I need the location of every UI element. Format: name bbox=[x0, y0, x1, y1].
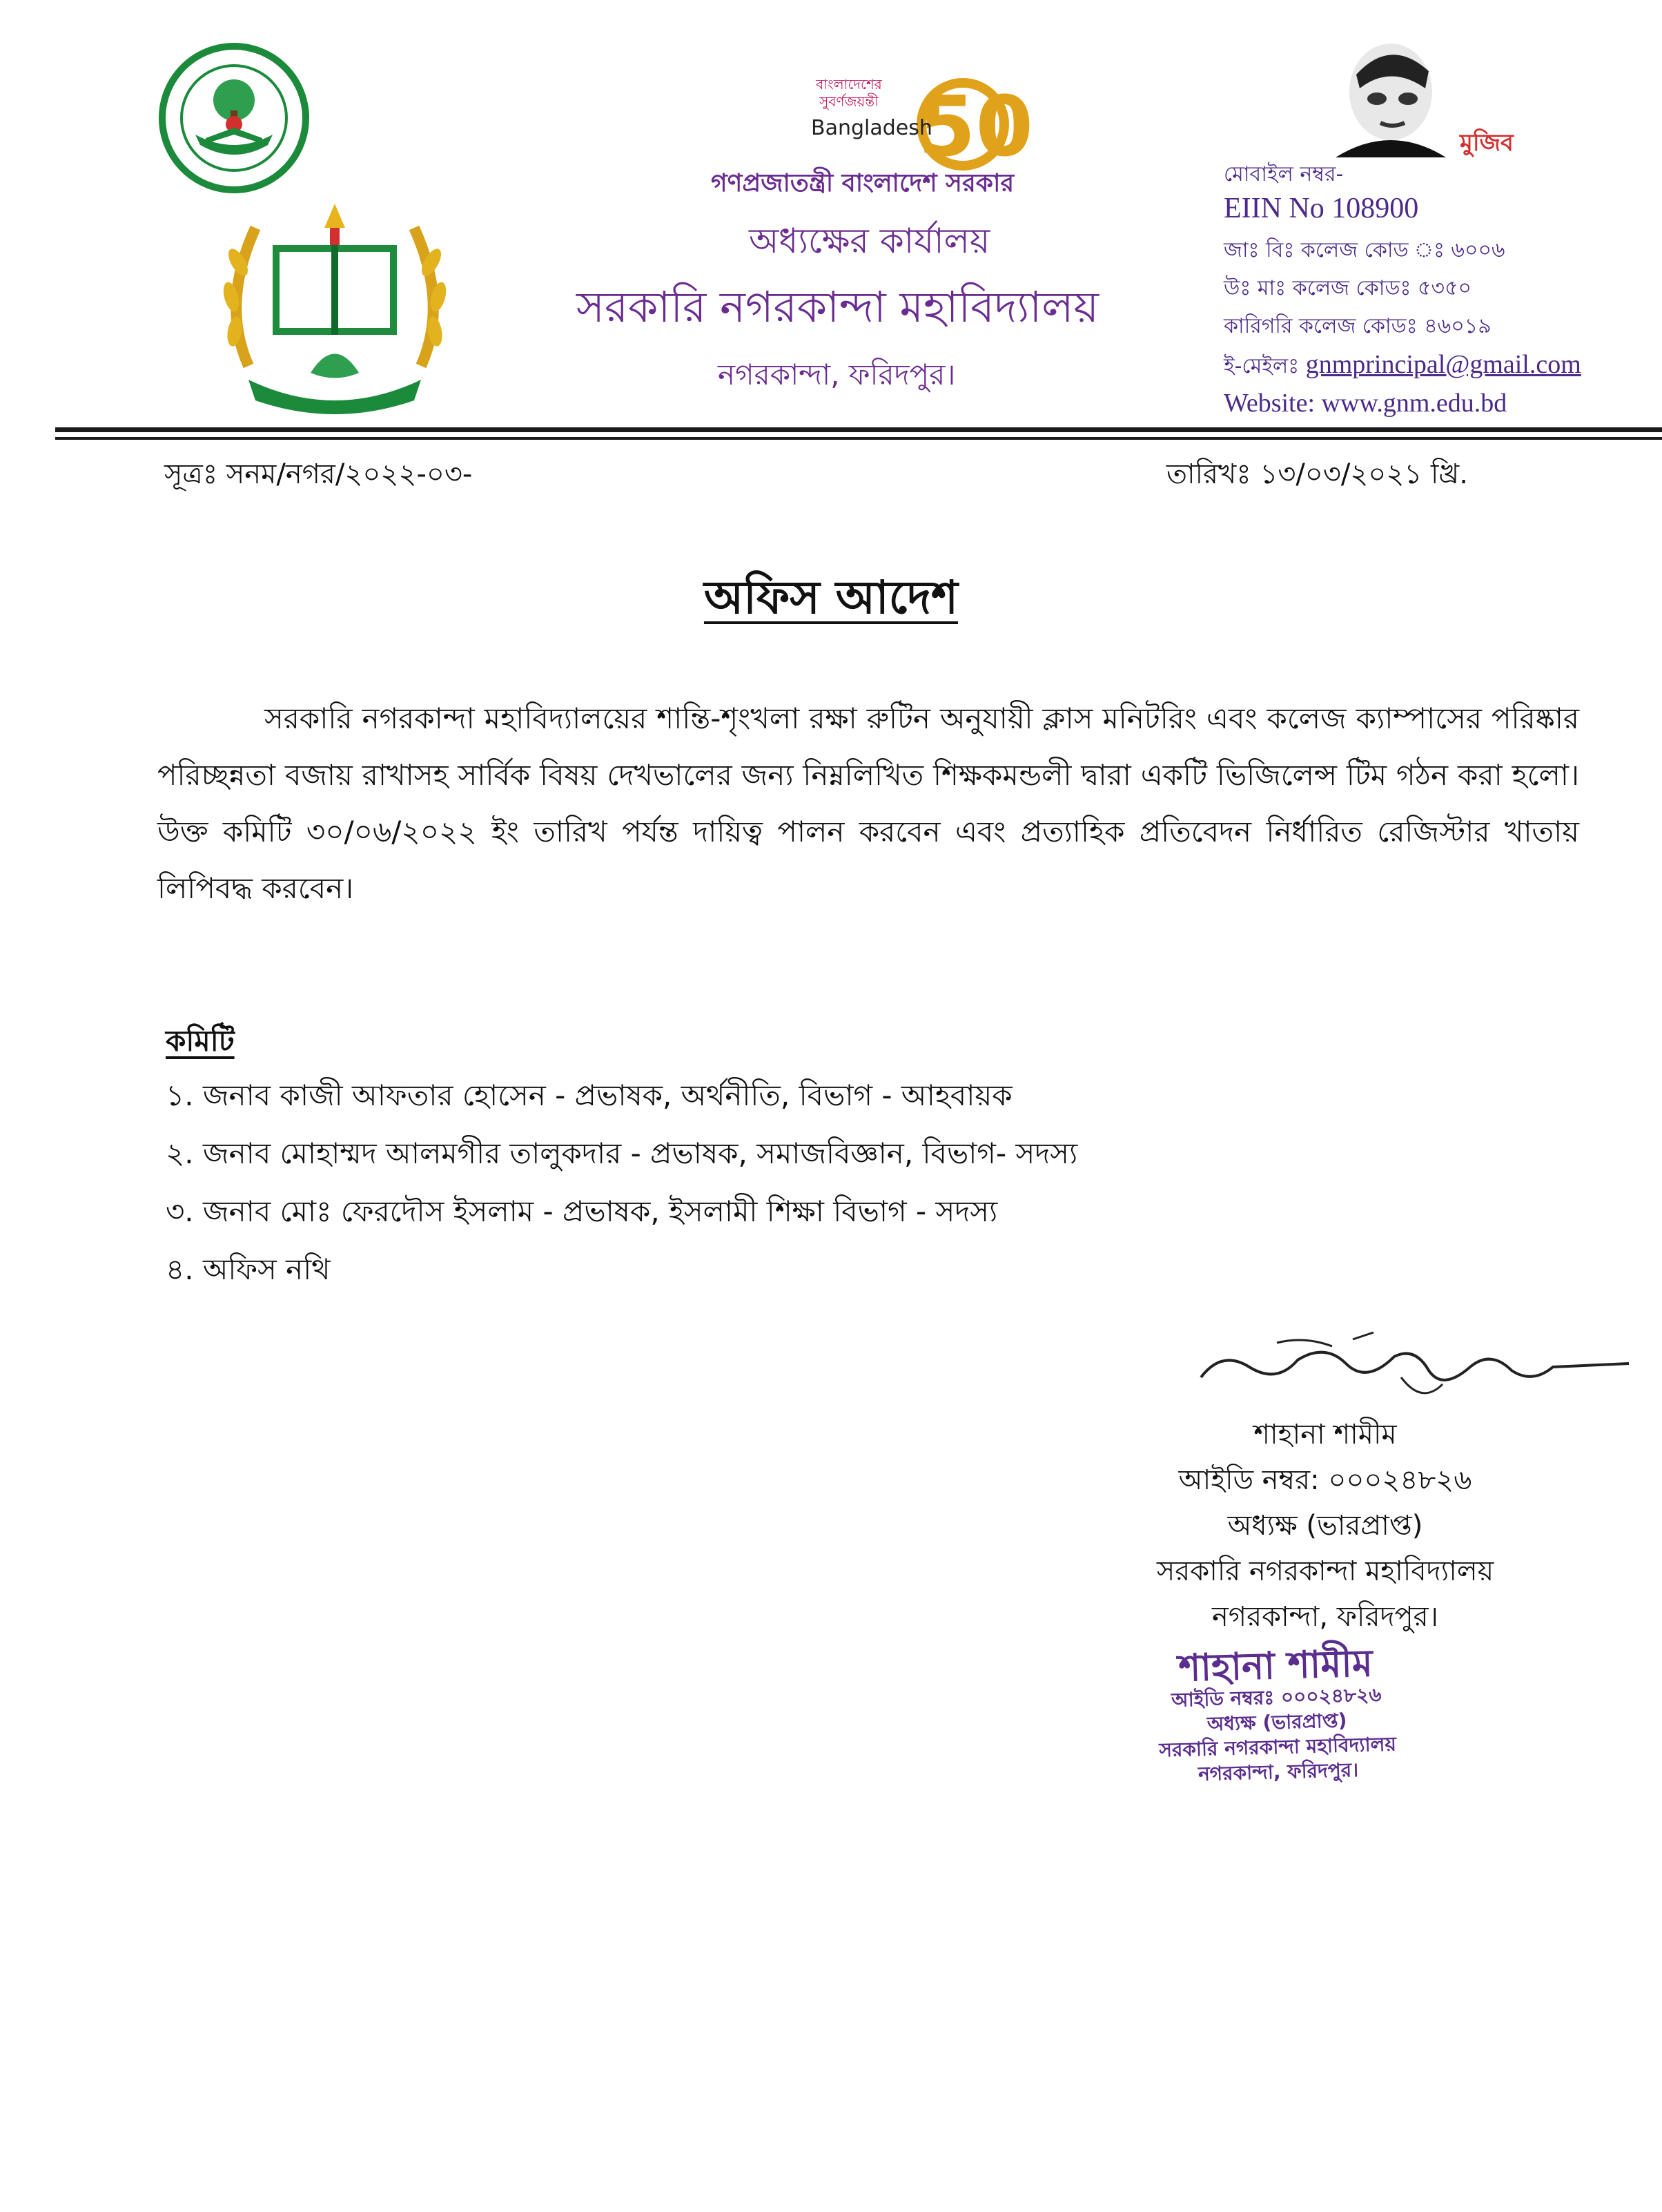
office-title: অধ্যক্ষের কার্যালয় bbox=[749, 221, 990, 261]
mujib-year-logo bbox=[1315, 40, 1549, 157]
header-divider bbox=[55, 425, 1662, 445]
official-seal bbox=[1075, 1641, 1478, 1789]
jubilee-text-line1: বাংলাদেশের bbox=[816, 76, 882, 93]
mobile-label: মোবাইল নম্বর- bbox=[1224, 162, 1344, 186]
committee-heading: কমিটি bbox=[166, 1024, 235, 1058]
order-body: সরকারি নগরকান্দা মহাবিদ্যালয়ের শান্তি-শৃংখলা রক্ষা রুটিন অনুযায়ী ক্লাস মনিটরিং এবং কলেজ ক্যাম্পাসের পরিষ্কার পরিচ্ছন্নতা বজায় রাখাসহ সার্বিক বিষয় দেখভালের জন্য নিম্নলিখিত শিক্ষকমন্ডলী দ্বারা একটি ভিজিলেন্স টিম গঠন করা হলো। উক্ত কমিটি ৩০/০৬/২০২২ ইং তারিখ পর্যন্ত দায়িত্ব পালন করবেন এবং প্রত্যাহিক প্রতিবেদন নির্ধারিত রেজিস্টার খাতায় লিপিবদ্ধ করবেন। bbox=[157, 701, 1579, 905]
email-label: ই-মেইলঃ bbox=[1224, 354, 1300, 378]
college-name: সরকারি নগরকান্দা মহাবিদ্যালয় bbox=[576, 282, 1099, 332]
jubilee-text-line2: সুবর্ণজয়ন্তী bbox=[819, 93, 879, 110]
education-board-logo bbox=[157, 41, 311, 195]
email-line bbox=[1224, 349, 1581, 385]
memo-reference: সূত্রঃ সনম/নগর/২০২২-০৩- bbox=[164, 458, 473, 490]
signatory-name: শাহানা শামীম bbox=[1253, 1419, 1397, 1451]
committee-member: ২. জনাব মোহাম্মদ আলমগীর তালুকদার - প্রভাষক, সমাজবিজ্ঞান, বিভাগ- সদস্য bbox=[166, 1136, 1078, 1170]
svg-text:মুজিব: মুজিব bbox=[1460, 129, 1514, 157]
committee-member: ১. জনাব কাজী আফতার হোসেন - প্রভাষক, অর্থনীতি, বিভাগ - আহবায়ক bbox=[166, 1078, 1013, 1112]
eiin-number: EIIN No 108900 bbox=[1224, 193, 1419, 224]
college-code-technical: কারিগরি কলেজ কোডঃ ৪৬০১৯ bbox=[1224, 314, 1492, 338]
seal-designation: অধ্যক্ষ (ভারপ্রাপ্ত) bbox=[1206, 1709, 1347, 1736]
seal-id: আইডি নম্বরঃ ০০০২৪৮২৬ bbox=[1171, 1683, 1382, 1711]
signatory-college: সরকারি নগরকান্দা মহাবিদ্যালয় bbox=[1156, 1555, 1494, 1587]
committee-member: ৪. অফিস নথি bbox=[166, 1252, 331, 1286]
government-title: গণপ্রজাতন্ত্রী বাংলাদেশ সরকার bbox=[711, 169, 1015, 197]
college-address: নগরকান্দা, ফরিদপুর। bbox=[718, 358, 956, 391]
svg-text:50: 50 bbox=[918, 79, 1033, 175]
document-title: অফিস আদেশ bbox=[703, 571, 959, 624]
document-title-wrap bbox=[0, 563, 1662, 639]
signatory-id: আইডি নম্বর: ০০০২৪৮২৬ bbox=[1178, 1464, 1472, 1496]
committee-list bbox=[166, 1067, 1077, 1299]
college-emblem bbox=[207, 200, 462, 428]
jubilee-country: Bangladesh bbox=[811, 116, 932, 140]
seal-college: সরকারি নগরকান্দা মহাবিদ্যালয় bbox=[1159, 1732, 1397, 1762]
committee-member: ৩. জনাব মোঃ ফেরদৌস ইসলাম - প্রভাষক, ইসলামী শিক্ষা বিভাগ - সদস্য bbox=[166, 1194, 998, 1228]
signatory-address: নগরকান্দা, ফরিদপুর। bbox=[1212, 1601, 1438, 1633]
college-code-secondary: উঃ মাঃ কলেজ কোডঃ ৫৩৫০ bbox=[1224, 276, 1472, 300]
website[interactable]: Website: www.gnm.edu.bd bbox=[1224, 389, 1507, 418]
seal-address: নগরকান্দা, ফরিদপুর। bbox=[1197, 1758, 1359, 1786]
handwritten-signature bbox=[1194, 1329, 1636, 1412]
email-address[interactable]: gnmprincipal@gmail.com bbox=[1305, 350, 1581, 379]
college-code-national: জাঃ বিঃ কলেজ কোড ঃ ৬০০৬ bbox=[1224, 238, 1505, 262]
memo-date: তারিখঃ ১৩/০৩/২০২১ খ্রি. bbox=[1166, 458, 1468, 490]
signatory-block bbox=[1077, 1412, 1574, 1640]
signatory-designation: অধ্যক্ষ (ভারপ্রাপ্ত) bbox=[1227, 1510, 1423, 1542]
seal-name: শাহানা শামীম bbox=[1177, 1641, 1373, 1690]
